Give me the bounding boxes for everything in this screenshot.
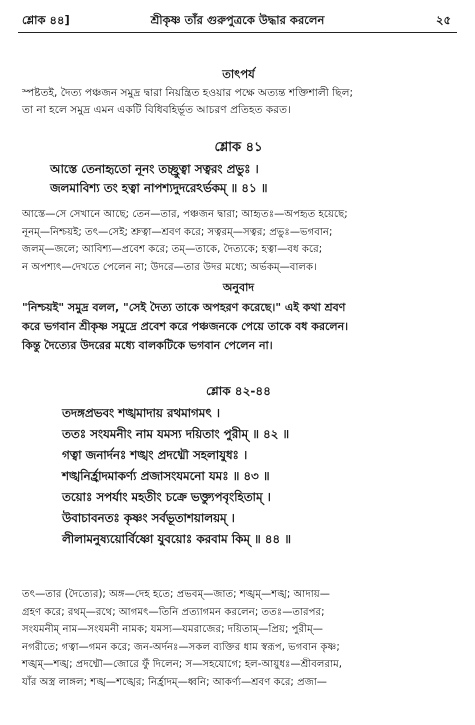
verse-line: আস্তে তেনাহৃতো নূনং তচ্ছ্রুত্বা সত্বরং প্রভুঃ । (50, 162, 259, 176)
verse-41-synonyms (22, 206, 455, 276)
purport-line: স্পষ্টতই, দৈত্য পঞ্চজন সমুদ্র দ্বারা নিয়ন্ত্রিত হওয়ার পক্ষে অত্যন্ত শক্তিশালী ছিল; (22, 87, 354, 99)
verse-42-44-heading-block (22, 383, 455, 403)
translation-line: "নিশ্চয়ই" সমুদ্র বলল, "সেই দৈত্য তাকে অপহরণ করেছে।" এই কথা শ্রবণ (22, 301, 346, 314)
synonym-line: গ্রহণ করে; রথম্—রথে; আগমৎ—তিনি প্রত্যাগমন করলেন; ততঃ—তারপর; (22, 606, 325, 618)
synonym-line: ন অপশ্যৎ—দেখতে পেলেন না; উদরে—তার উদর মধ্যে; অর্ভকম্—বালক। (22, 261, 317, 273)
verse-line: লীলামনুষ্যয়োর্বিষ্ণো যুবয়োঃ করবাম কিম্ ॥ ৪৪ ॥ (62, 532, 291, 546)
translation-heading: অনুবাদ (222, 281, 255, 294)
verse-line: ততঃ সংযমনীং নাম যমস্য দয়িতাং পুরীম্ ॥ ৪২ ॥ (62, 427, 290, 441)
verse-41-translation (22, 279, 455, 355)
verse-41-heading-block (22, 138, 455, 159)
synonym-line: তৎ—তার (দৈত্যের); অঙ্গ—দেহ হতে; প্রভবম্—জাত; শঙ্খম্—শঙ্খ; আদায়— (22, 589, 330, 600)
verse-line: জলমাবিশ্য তং হত্বা নাপশ্যদুদরেঽর্ভকম্ ॥ ৪১ ॥ (50, 181, 268, 195)
header-verse-ref: শ্লোক ৪৪] (22, 13, 70, 27)
purport-line: তা না হলে সমুদ্র এমন একটি বিধিবহির্ভূত আচরণ প্রতিহত করত। (22, 104, 291, 116)
verse-line: তয়োঃ সপর্যাং মহতীং চক্রে ভক্ত্যুপবৃংহিতাম্ । (62, 490, 271, 504)
purport-section (22, 66, 455, 119)
synonym-line: যাঁর অস্ত্র লাঙ্গল; শঙ্খ—শঙ্খের; নির্হ্রাদম্—ধ্বনি; আকর্ণ্য—শ্রবণ করে; প্রজা— (22, 676, 327, 688)
verse-heading: শ্লোক ৪২-৪৪ (206, 384, 271, 398)
synonym-line: জলম্—জলে; আবিশ্য—প্রবেশ করে; তম্—তাকে, দৈত্যকে; হত্বা—বধ করে; (22, 244, 323, 256)
synonym-line: শঙ্খম্—শঙ্খ; প্রদধ্মৌ—জোরে ফুঁ দিলেন; স—সহযোগে; হল-আয়ুধঃ—শ্রীবলরাম, (22, 659, 342, 671)
verse-42-44-text (62, 403, 455, 550)
synonym-line: নূনম্—নিশ্চয়ই; তৎ—সেই; শ্রুত্বা—শ্রবণ করে; সত্বরম্—সত্বর; প্রভুঃ—ভগবান; (22, 226, 333, 238)
verse-line: উবাচাবনতঃ কৃষ্ণং সর্বভূতাশয়ালয়ম্ । (62, 511, 235, 525)
verse-41-text (50, 160, 455, 198)
synonym-line: নগরীতে; গত্বা—গমন করে; জন-অর্দনঃ—সকল ব্যক্তির ধাম স্বরূপ, ভগবান কৃষ্ণ; (22, 641, 340, 653)
synonym-line: সংযমনীম্ নাম—সংযমনী নামক; যমস্য—যমরাজের; দয়িতাম্—প্রিয়; পুরীম্— (22, 624, 323, 636)
translation-line: কিন্তু দৈত্যের উদরের মধ্যে বালকটিকে ভগবান পেলেন না। (22, 339, 273, 352)
verse-42-44-synonyms (22, 586, 455, 692)
verse-line: শঙ্খনির্হ্রাদমাকর্ণ্য প্রজাসংযমনো যমঃ ॥ ৪৩ ॥ (62, 469, 270, 483)
verse-line: তদঙ্গপ্রভবং শঙ্খমাদায় রথমাগমৎ । (62, 406, 220, 420)
translation-line: করে ভগবান শ্রীকৃষ্ণ সমুদ্রে প্রবেশ করে পঞ্চজনকে পেয়ে তাকে বধ করলেন। (22, 320, 349, 333)
purport-heading: তাৎপর্য (222, 67, 255, 81)
verse-heading: শ্লোক ৪১ (214, 140, 263, 155)
header-chapter-title: শ্রীকৃষ্ণ তাঁর গুরুপুত্রকে উদ্ধার করলেন (150, 13, 325, 27)
running-header (18, 10, 457, 33)
page-number: ২৫ (436, 13, 451, 27)
verse-line: গত্বা জনার্দনঃ শঙ্খং প্রদধ্মৌ সহলাযুধঃ । (62, 448, 248, 462)
synonym-line: আস্তে—সে সেখানে আছে; তেন—তার, পঞ্চজন দ্বারা; আহৃতঃ—অপহৃত হয়েছে; (22, 209, 348, 220)
